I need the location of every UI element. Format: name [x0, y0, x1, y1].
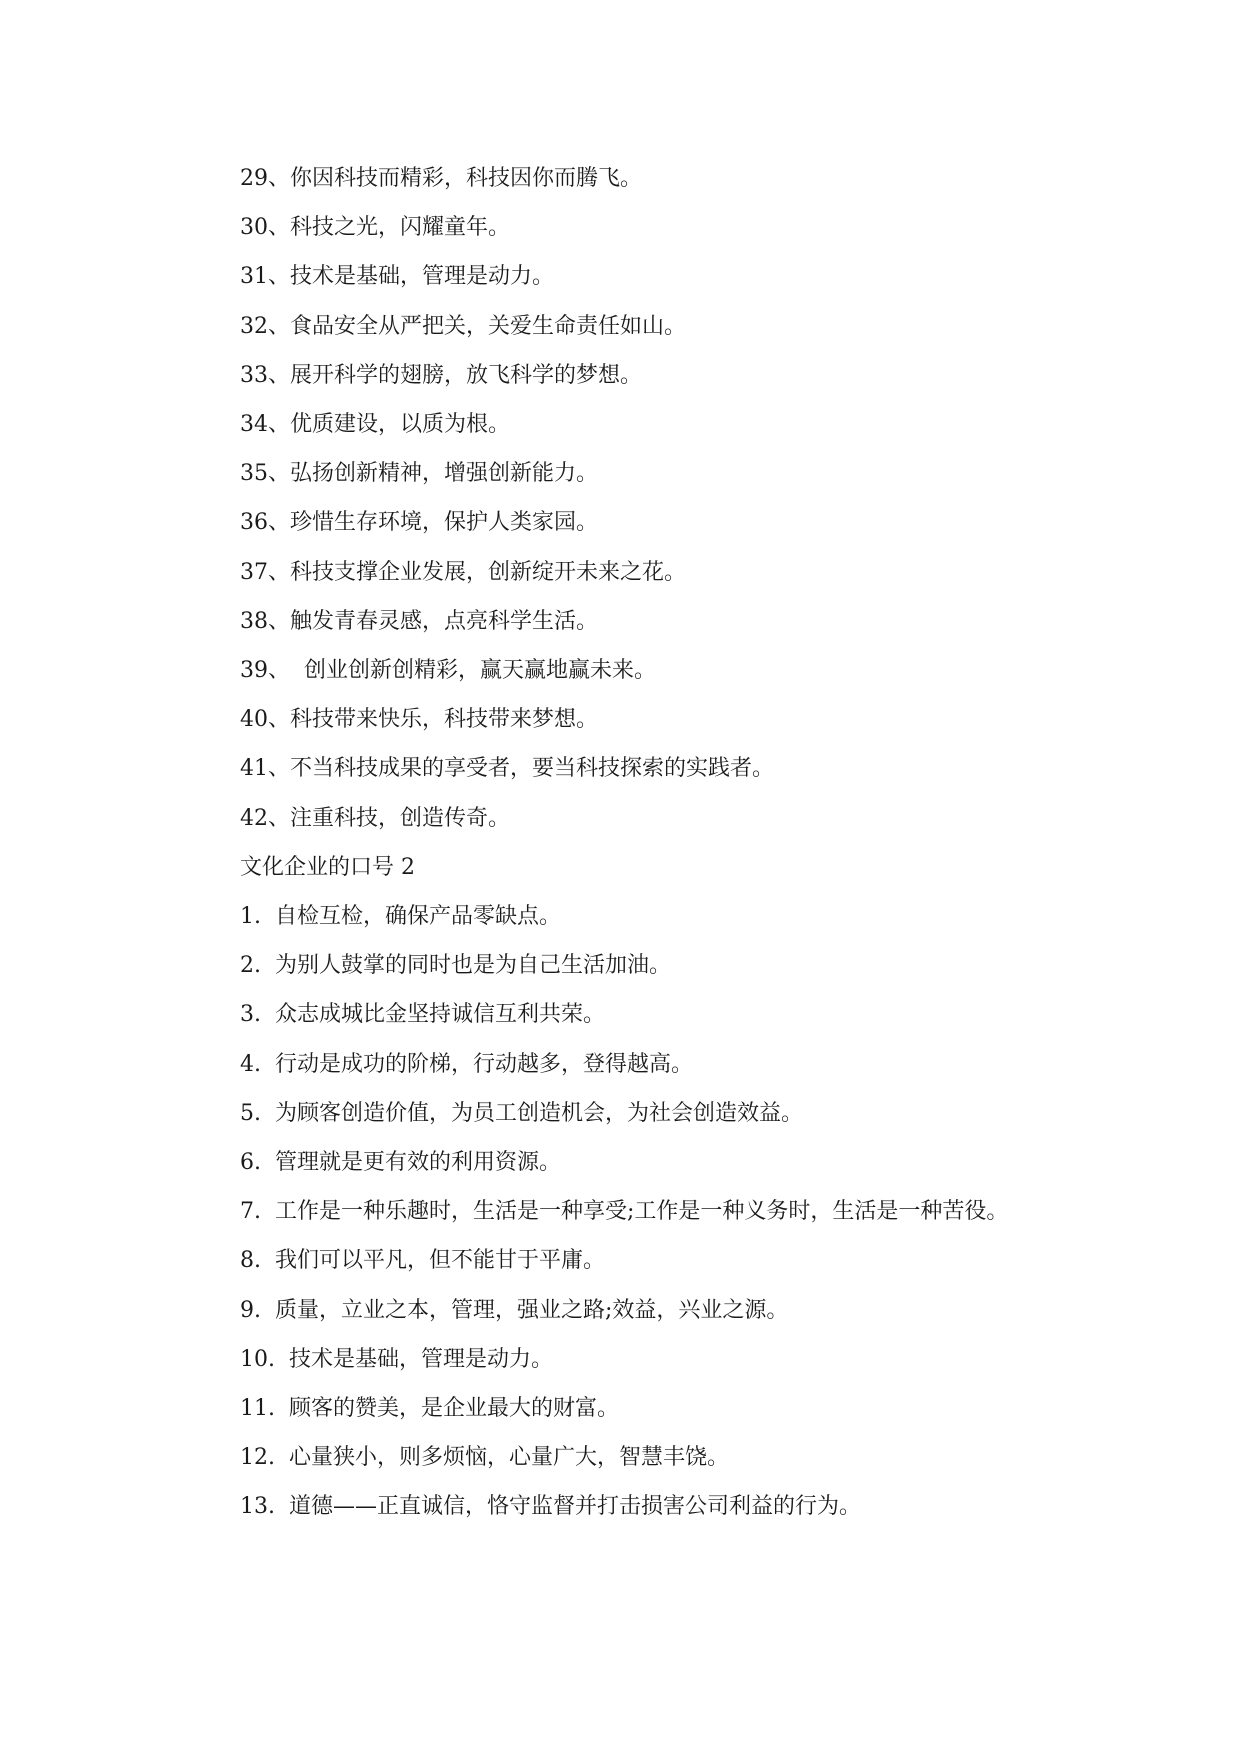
slogan-line: 10. 技术是基础，管理是动力。 [240, 1346, 553, 1372]
slogan-line: 40、科技带来快乐，科技带来梦想。 [240, 707, 598, 733]
slogan-line: 2. 为别人鼓掌的同时也是为自己生活加油。 [240, 953, 671, 979]
slogan-line: 13. 道德——正直诚信，恪守监督并打击损害公司利益的行为。 [240, 1494, 861, 1520]
slogan-line: 7. 工作是一种乐趣时，生活是一种享受;工作是一种义务时，生活是一种苦役。 [240, 1199, 1009, 1225]
slogan-line: 4. 行动是成功的阶梯，行动越多，登得越高。 [240, 1051, 693, 1077]
slogan-line: 1. 自检互检，确保产品零缺点。 [240, 904, 561, 930]
slogan-line: 6. 管理就是更有效的利用资源。 [240, 1150, 561, 1176]
slogan-line: 35、弘扬创新精神，增强创新能力。 [240, 461, 598, 487]
slogan-line: 5. 为顾客创造价值，为员工创造机会，为社会创造效益。 [240, 1100, 803, 1126]
slogan-line: 38、触发青春灵感，点亮科学生活。 [240, 608, 598, 634]
section-heading: 文化企业的口号 2 [240, 854, 415, 880]
slogan-line: 9. 质量，立业之本，管理，强业之路;效益，兴业之源。 [240, 1297, 789, 1323]
slogan-line: 34、优质建设，以质为根。 [240, 412, 510, 438]
slogan-line: 36、珍惜生存环境，保护人类家园。 [240, 510, 598, 536]
slogan-line: 39、 创业创新创精彩，赢天赢地赢未来。 [240, 658, 656, 684]
slogan-line: 12. 心量狭小，则多烦恼，心量广大，智慧丰饶。 [240, 1445, 729, 1471]
slogan-line: 32、食品安全从严把关，关爱生命责任如山。 [240, 313, 686, 339]
slogan-line: 42、注重科技，创造传奇。 [240, 805, 510, 831]
slogan-line: 8. 我们可以平凡，但不能甘于平庸。 [240, 1248, 605, 1274]
slogan-line: 29、你因科技而精彩，科技因你而腾飞。 [240, 166, 642, 191]
slogan-line: 11. 顾客的赞美，是企业最大的财富。 [240, 1396, 619, 1422]
slogan-line: 3. 众志成城比金坚持诚信互利共荣。 [240, 1002, 605, 1028]
document-body [190, 154, 1050, 1532]
slogan-line: 41、不当科技成果的享受者，要当科技探索的实践者。 [240, 756, 774, 782]
slogan-line: 31、技术是基础，管理是动力。 [240, 264, 554, 290]
slogan-line: 37、科技支撑企业发展，创新绽开未来之花。 [240, 559, 686, 585]
slogan-line: 33、展开科学的翅膀，放飞科学的梦想。 [240, 362, 642, 388]
slogan-line: 30、科技之光，闪耀童年。 [240, 215, 510, 241]
